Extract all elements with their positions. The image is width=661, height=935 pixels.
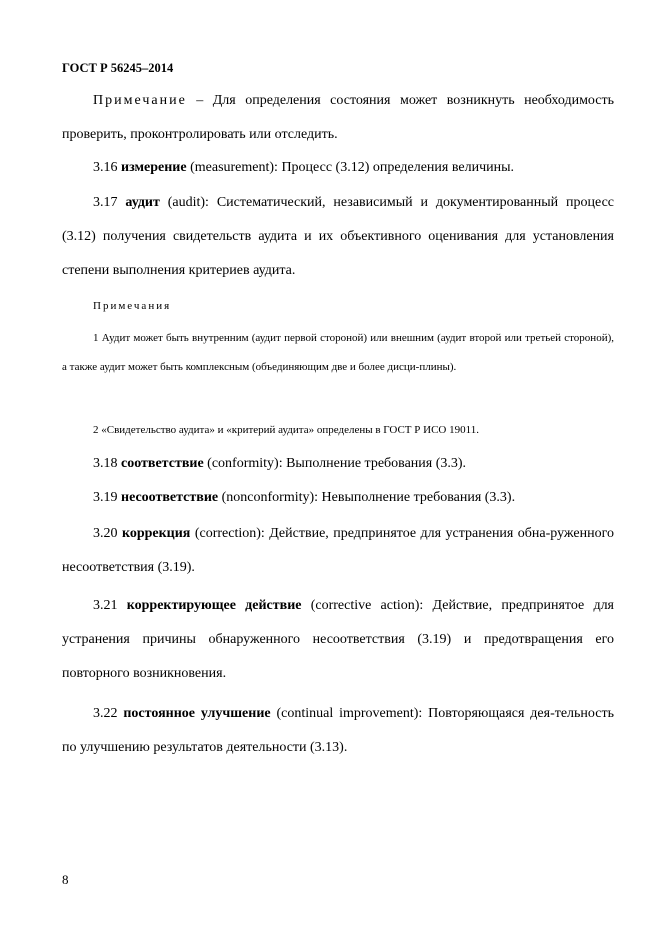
term-definition: (correction): Действие, предпринятое для устранения обна-руженного несоответствия (3.19). bbox=[62, 526, 614, 575]
term-3-17 bbox=[62, 186, 614, 288]
term-3-16 bbox=[62, 151, 614, 185]
term-definition: (audit): Систематический, независимый и документированный процесс (3.12) получения свидетельств аудита и их объективного оценивания для установления степени выполнения критериев аудита. bbox=[62, 195, 615, 278]
note-text: – Для определения состояния может возникнуть необходимость проверить, проконтролировать или отследить. bbox=[62, 93, 614, 142]
term-3-20 bbox=[62, 517, 614, 585]
term-3-21 bbox=[62, 589, 614, 691]
term-3-19 bbox=[62, 481, 614, 515]
term-name: коррекция bbox=[121, 526, 191, 541]
note-label: Примечание bbox=[93, 93, 187, 108]
page-number: 8 bbox=[62, 872, 69, 887]
term-name: постоянное улучшение bbox=[123, 706, 271, 721]
standard-header: ГОСТ Р 56245–2014 bbox=[62, 61, 174, 75]
term-number: 3.16 bbox=[93, 160, 121, 175]
term-name: несоответствие bbox=[121, 490, 219, 505]
term-number: 3.18 bbox=[93, 456, 121, 471]
term-3-18 bbox=[62, 447, 614, 481]
note-2: 2 «Свидетельство аудита» и «критерий аудита» определены в ГОСТ Р ИСО 19011. bbox=[93, 424, 479, 436]
note-1: 1 Аудит может быть внутренним (аудит первой стороной) или внешним (аудит второй или третьей стороной), а также аудит может быть комплексным (объединяющим две и более дисци-плины). bbox=[62, 332, 614, 373]
term-number: 3.21 bbox=[93, 598, 127, 613]
term-name: аудит bbox=[125, 195, 160, 210]
term-definition: (corrective action): Действие, предпринятое для устранения причины обнаруженного несоответствия (3.19) и предотвращения его повторного возникновения. bbox=[62, 598, 614, 681]
term-number: 3.19 bbox=[93, 490, 121, 505]
term-number: 3.20 bbox=[93, 526, 122, 541]
term-name: соответствие bbox=[121, 456, 204, 471]
notes-heading bbox=[62, 292, 614, 321]
term-number: 3.17 bbox=[93, 195, 126, 210]
note-paragraph bbox=[62, 84, 614, 152]
term-definition: (nonconformity): Невыполнение требования (3.3). bbox=[218, 490, 516, 505]
term-definition: (conformity): Выполнение требования (3.3). bbox=[203, 456, 467, 471]
notes-heading-text: Примечания bbox=[93, 300, 172, 312]
term-number: 3.22 bbox=[93, 706, 124, 721]
term-definition: (continual improvement): Повторяющаяся дея-тельность по улучшению результатов деятельности (3.13). bbox=[62, 706, 614, 755]
term-3-22 bbox=[62, 697, 614, 765]
term-name: корректирующее действие bbox=[126, 598, 302, 613]
term-definition: (measurement): Процесс (3.12) определения величины. bbox=[186, 160, 514, 175]
term-name: измерение bbox=[121, 160, 187, 175]
